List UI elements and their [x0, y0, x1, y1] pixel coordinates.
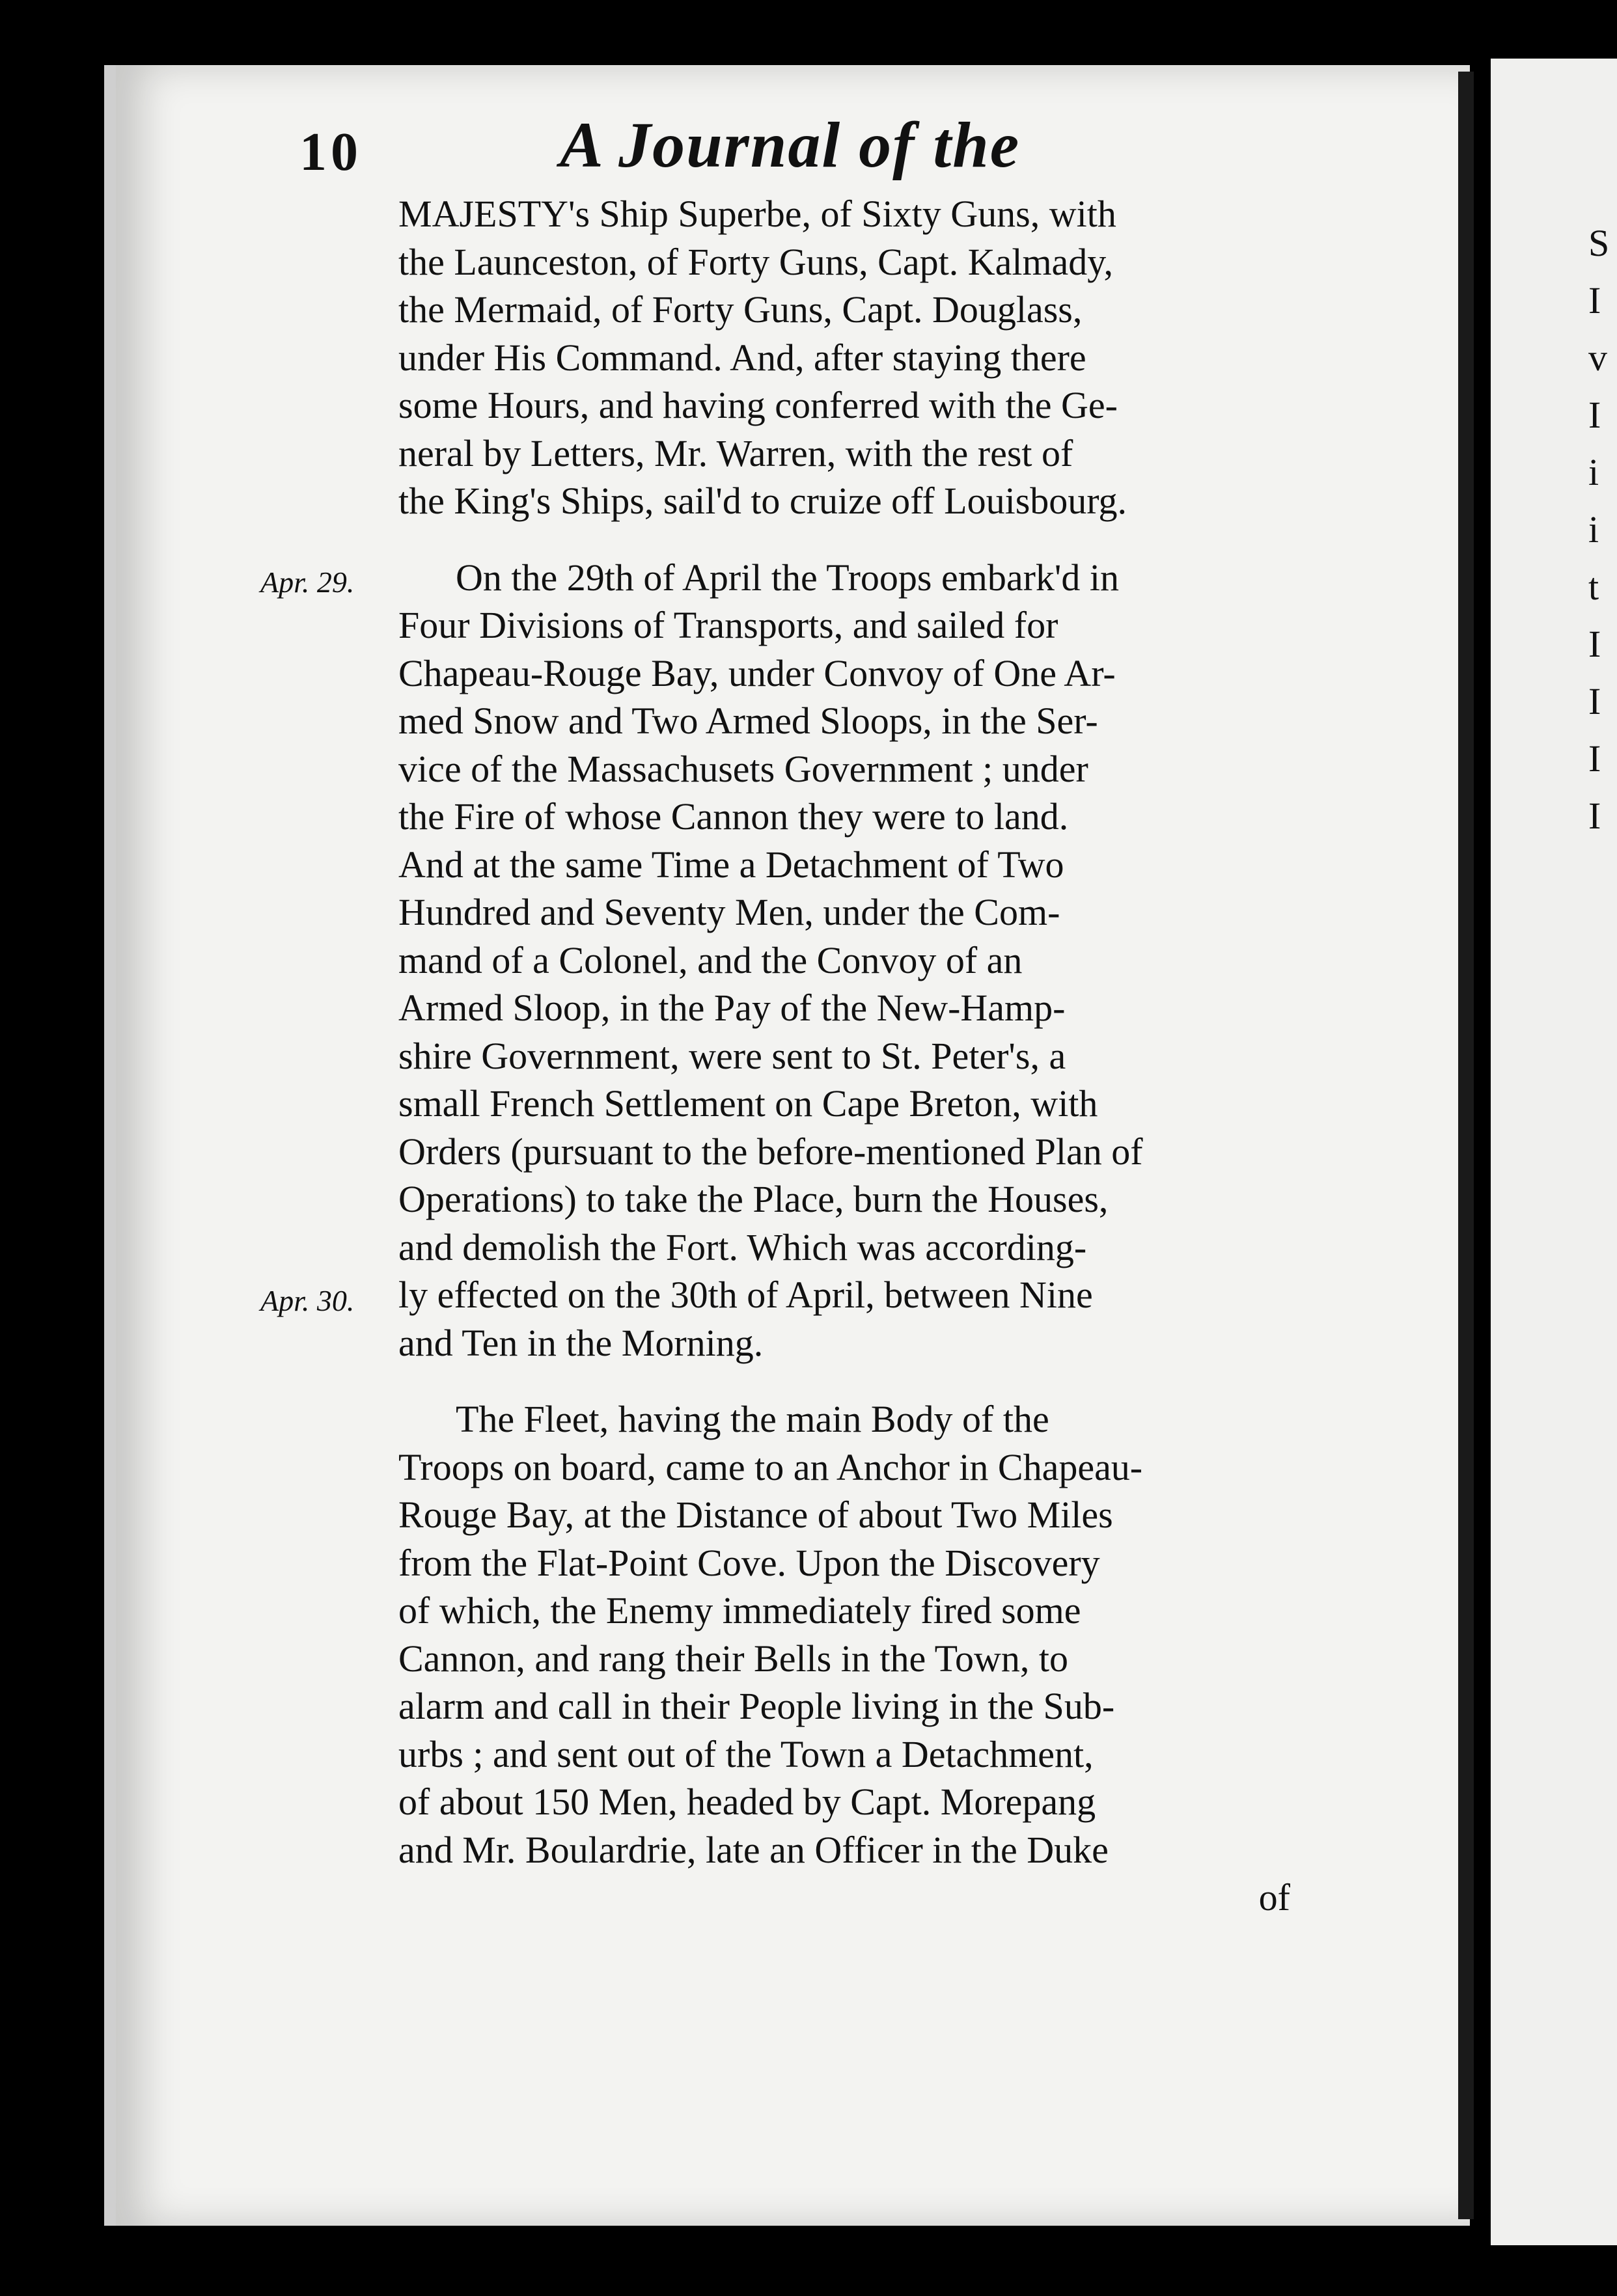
text-line: the King's Ships, sail'd to cruize off Louisbourg.	[398, 480, 1127, 522]
text-line: med Snow and Two Armed Sloops, in the Ser-	[398, 700, 1098, 742]
facing-fragment: I	[1588, 623, 1601, 665]
text-line: Chapeau-Rouge Bay, under Convoy of One Ar-	[398, 651, 1116, 694]
text-line: Troops on board, came to an Anchor in Chapeau-	[398, 1445, 1143, 1488]
text-line: Four Divisions of Transports, and sailed for	[398, 604, 1058, 646]
text-line: the Fire of whose Cannon they were to land.	[398, 795, 1069, 838]
text-line: shire Government, were sent to St. Peter's, a	[398, 1034, 1066, 1077]
body-text	[398, 190, 1290, 1922]
text-line: of about 150 Men, headed by Capt. Morepang	[398, 1781, 1096, 1823]
text-line: small French Settlement on Cape Breton, with	[398, 1082, 1098, 1125]
text-line: ly effected on the 30th of April, between Nine	[398, 1274, 1093, 1316]
text-line: under His Command. And, after staying there	[398, 336, 1086, 379]
paragraph-3	[398, 1395, 1290, 1874]
paragraph-2	[398, 554, 1290, 1367]
catchword: of	[1258, 1876, 1290, 1919]
facing-fragment: v	[1588, 336, 1607, 379]
text-line: the Mermaid, of Forty Guns, Capt. Douglass,	[398, 288, 1083, 331]
margin-note-apr-30: Apr. 30.	[260, 1284, 355, 1317]
facing-fragment: i	[1588, 451, 1599, 493]
text-line: On the 29th of April the Troops embark'd in	[456, 556, 1119, 599]
facing-fragment: I	[1588, 737, 1601, 780]
text-line: and Mr. Boulardrie, late an Officer in the Duke	[398, 1828, 1109, 1871]
text-line: of which, the Enemy immediately fired some	[398, 1589, 1081, 1632]
text-line: neral by Letters, Mr. Warren, with the rest of	[398, 431, 1073, 474]
text-line: And at the same Time a Detachment of Two	[398, 843, 1064, 886]
page-header	[299, 107, 1315, 192]
text-line: the Launceston, of Forty Guns, Capt. Kalmady,	[398, 240, 1114, 283]
text-line: Rouge Bay, at the Distance of about Two Miles	[398, 1494, 1113, 1536]
text-line: vice of the Massachusets Government ; under	[398, 747, 1088, 790]
text-line: mand of a Colonel, and the Convoy of an	[398, 938, 1023, 981]
text-line: Orders (pursuant to the before-mentioned Plan of	[398, 1130, 1143, 1173]
text-line: Cannon, and rang their Bells in the Town, to	[398, 1637, 1069, 1680]
text-line: and Ten in the Morning.	[398, 1321, 764, 1364]
facing-fragment: t	[1588, 566, 1599, 608]
text-line: The Fleet, having the main Body of the	[456, 1398, 1049, 1440]
text-line: Hundred and Seventy Men, under the Com-	[398, 891, 1060, 933]
page-gutter	[1458, 72, 1474, 2219]
running-title: A Journal of the	[560, 109, 1021, 181]
facing-fragment: S	[1588, 222, 1610, 264]
text-line: and demolish the Fort. Which was according-	[398, 1225, 1087, 1268]
text-line: Armed Sloop, in the Pay of the New-Hamp-	[398, 987, 1066, 1029]
text-line: some Hours, and having conferred with the Ge-	[398, 384, 1118, 426]
margin-note-apr-29: Apr. 29.	[260, 566, 355, 599]
facing-fragment: I	[1588, 795, 1601, 837]
facing-fragment: i	[1588, 508, 1599, 551]
text-line: Operations) to take the Place, burn the Houses,	[398, 1178, 1109, 1220]
facing-page-text-fragments	[1588, 215, 1617, 845]
text-line: from the Flat-Point Cove. Upon the Discovery	[398, 1541, 1100, 1584]
page-number: 10	[299, 122, 362, 182]
paragraph-1	[398, 190, 1290, 525]
facing-fragment: I	[1588, 279, 1601, 321]
facing-fragment: I	[1588, 680, 1601, 722]
text-line: alarm and call in their People living in the Sub-	[398, 1685, 1115, 1727]
text-line: urbs ; and sent out of the Town a Detachment,	[398, 1732, 1094, 1775]
text-line: MAJESTY's Ship Superbe, of Sixty Guns, with	[398, 193, 1116, 235]
facing-fragment: I	[1588, 394, 1601, 436]
